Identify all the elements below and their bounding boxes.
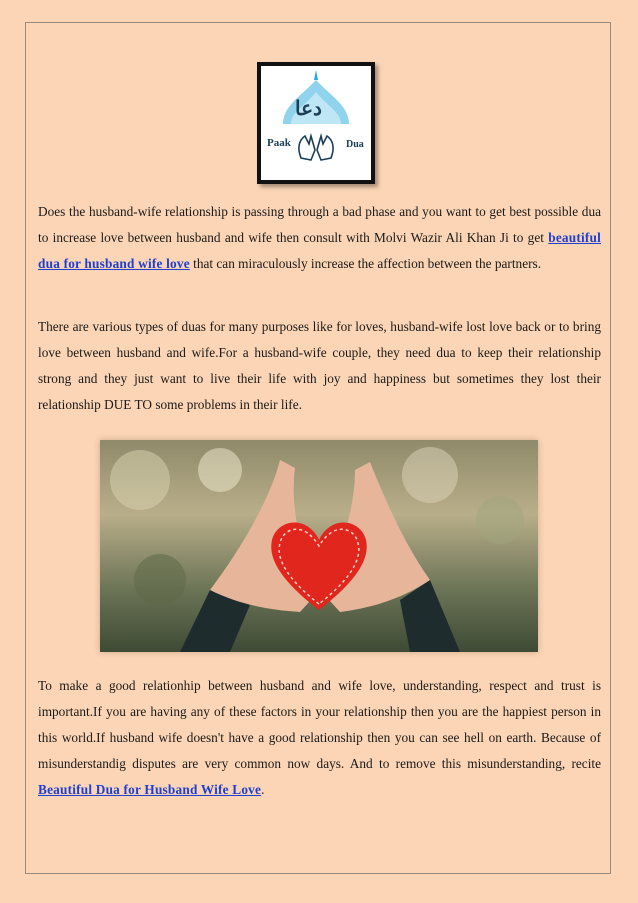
logo-graphic <box>261 66 371 180</box>
paragraph-good-relationship <box>38 673 601 803</box>
left-hand-icon <box>299 136 315 160</box>
logo-urdu-text: دعا <box>295 98 322 120</box>
link-beautiful-dua-1[interactable]: beautiful dua for husband wife love <box>38 230 601 271</box>
heart-hands-illustration <box>100 440 538 652</box>
right-hand-icon <box>317 136 333 160</box>
link-beautiful-dua-2[interactable]: Beautiful Dua for Husband Wife Love <box>38 782 262 797</box>
paragraph-intro <box>38 199 601 277</box>
paragraph-types-text: There are various types of duas for many purposes like for loves, husband-wife lost love back or to bring love between husband and wife.For a husband-wife couple, they need dua to keep their relationship strong and they just want to live their life with joy and happiness but sometimes they lost their relationship DUE TO some problems in their life. <box>38 319 601 412</box>
dome-finial <box>314 70 318 80</box>
paak-dua-logo <box>257 62 375 184</box>
logo-word-paak: Paak <box>267 137 291 149</box>
paragraph-intro-text-a: Does the husband-wife relationship is passing through a bad phase and you want to get best possible dua to increase love between husband and wife then consult with Molvi Wazir Ali Khan Ji to get <box>38 204 601 245</box>
logo-word-dua: Dua <box>346 139 364 150</box>
paragraph-types-of-duas <box>38 314 601 418</box>
paragraph-good-relationship-text-b: . <box>261 782 265 797</box>
paragraph-intro-text-b: that can miraculously increase the affection between the partners. <box>189 256 542 271</box>
paragraph-good-relationship-text-a: To make a good relationhip between husband and wife love, understanding, respect and trust is important.If you are having any of these factors in your relationship then you are the happiest person in this world.If husband wife doesn't have a good relationship then you can see hell on earth. Because of misunderstandig disputes are very common now days. And to remove this misunderstanding, recite <box>38 678 601 771</box>
heart-hands-photo <box>100 440 538 652</box>
